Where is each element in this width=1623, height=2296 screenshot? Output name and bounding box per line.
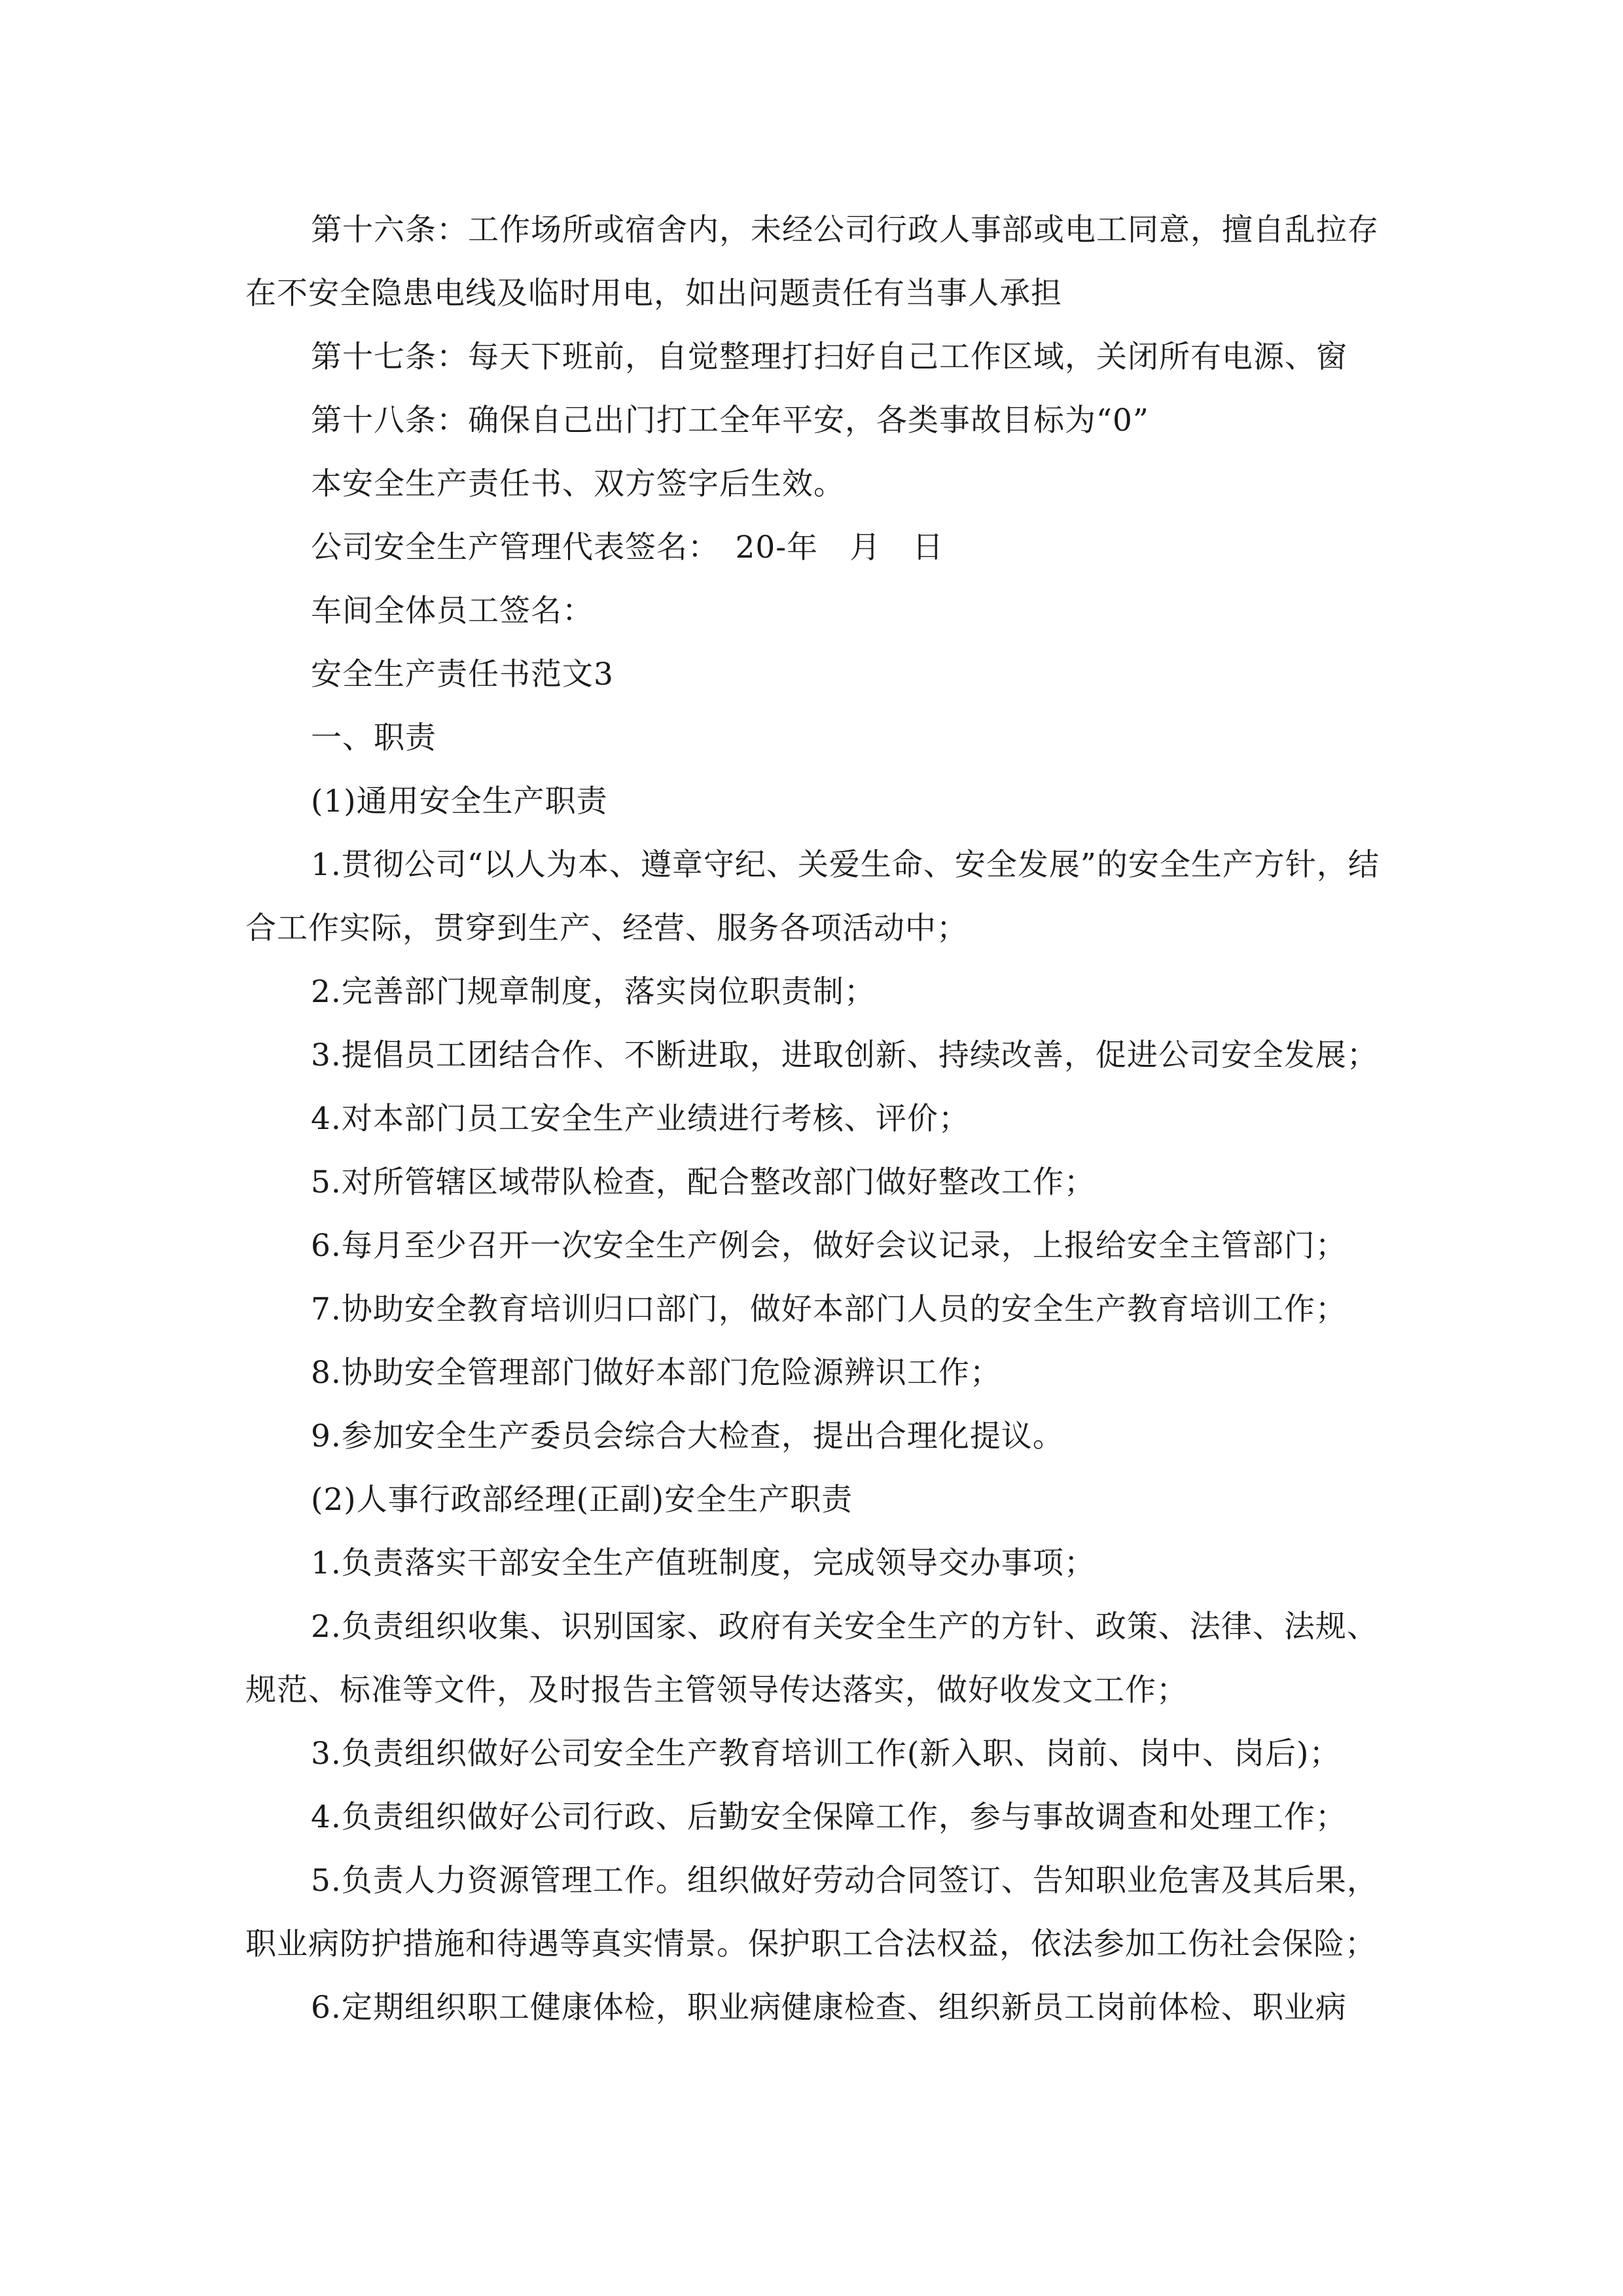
heading-duties: 一、职责 [311, 720, 437, 756]
general-item-9: 9.参加安全生产委员会综合大检查，提出合理化提议。 [311, 1418, 1064, 1454]
general-item-5: 5.对所管辖区域带队检查，配合整改部门做好整改工作； [311, 1164, 1096, 1200]
general-item-1: 1.贯彻公司“以人为本、遵章守纪、关爱生命、安全发展”的安全生产方针，结合工作实际，贯穿到生产、经营、服务各项活动中； [245, 847, 1380, 946]
hr-item-5: 5.负责人力资源管理工作。组织做好劳动合同签订、告知职业危害及其后果，职业病防护措施和待遇等真实情景。保护职工合法权益，依法参加工伤社会保险； [245, 1863, 1378, 1962]
staff-signature-line: 车间全体员工签名： [311, 593, 594, 629]
article-18: 第十八条：确保自己出门打工全年平安，各类事故目标为“0” [311, 403, 1149, 439]
general-item-4: 4.对本部门员工安全生产业绩进行考核、评价； [311, 1101, 970, 1137]
general-item-3: 3.提倡员工团结合作、不断进取，进取创新、持续改善，促进公司安全发展； [311, 1037, 1378, 1073]
hr-item-6: 6.定期组织职工健康体检，职业病健康检查、组织新员工岗前体检、职业病 [311, 1990, 1347, 2026]
general-item-8: 8.协助安全管理部门做好本部门危险源辨识工作； [311, 1355, 1001, 1391]
subheading-hr-manager: (2)人事行政部经理(正副)安全生产职责 [311, 1482, 853, 1518]
hr-item-4: 4.负责组织做好公司行政、后勤安全保障工作，参与事故调查和处理工作； [311, 1799, 1347, 1835]
subheading-general: (1)通用安全生产职责 [311, 783, 608, 819]
hr-item-3: 3.负责组织做好公司安全生产教育培训工作(新入职、岗前、岗中、岗后)； [311, 1736, 1341, 1772]
effective-clause: 本安全生产责任书、双方签字后生效。 [311, 466, 845, 502]
company-signature-line: 公司安全生产管理代表签名： 20-年 月 日 [311, 529, 944, 565]
general-item-6: 6.每月至少召开一次安全生产例会，做好会议记录，上报给安全主管部门； [311, 1228, 1347, 1264]
article-17: 第十七条：每天下班前，自觉整理打扫好自己工作区域，关闭所有电源、窗 [311, 339, 1347, 375]
hr-item-1: 1.负责落实干部安全生产值班制度，完成领导交办事项； [311, 1545, 1096, 1581]
section-title: 安全生产责任书范文3 [311, 656, 614, 692]
hr-item-2: 2.负责组织收集、识别国家、政府有关安全生产的方针、政策、法律、法规、规范、标准等文件，及时报告主管领导传达落实，做好收发文工作； [245, 1609, 1378, 1708]
article-16: 第十六条：工作场所或宿舍内，未经公司行政人事部或电工同意，擅自乱拉存在不安全隐患电线及临时用电，如出问题责任有当事人承担 [245, 212, 1379, 312]
general-item-7: 7.协助安全教育培训归口部门，做好本部门人员的安全生产教育培训工作； [311, 1291, 1347, 1327]
general-item-2: 2.完善部门规章制度，落实岗位职责制； [311, 974, 876, 1010]
